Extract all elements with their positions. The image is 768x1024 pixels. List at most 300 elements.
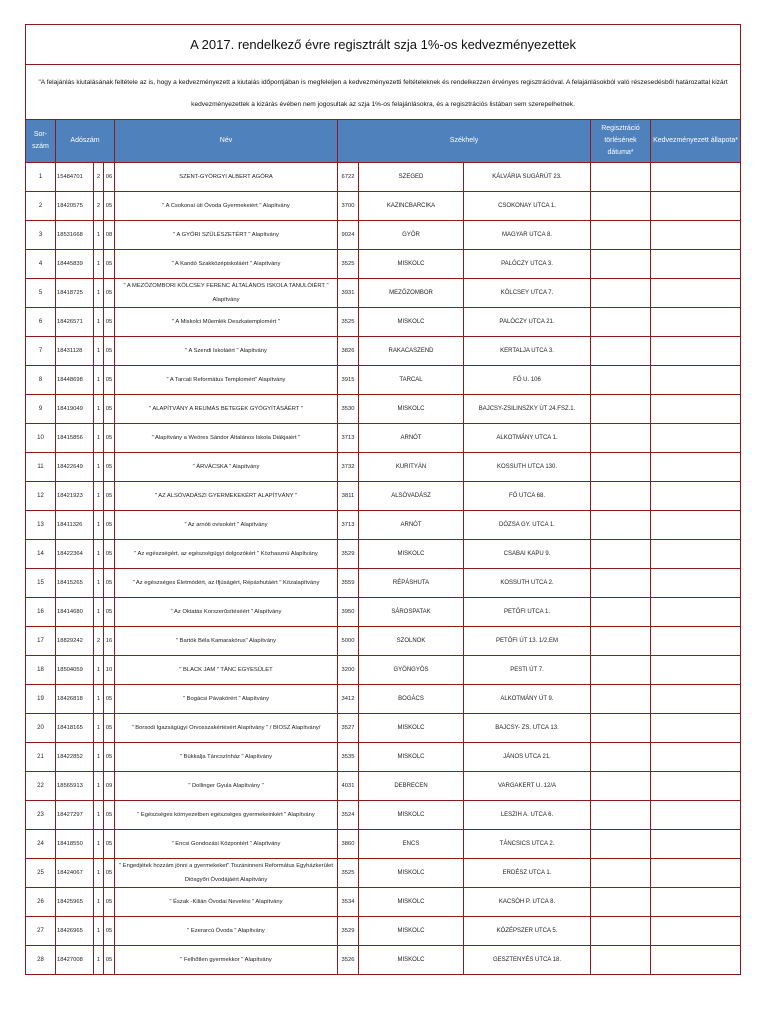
street-address: PALÓCZY UTCA 3. <box>464 250 591 279</box>
city: DEBRECEN <box>359 772 464 801</box>
street-address: TÁNCSICS UTCA 2. <box>464 830 591 859</box>
street-address: ALKOTMÁNY UTCA 1. <box>464 424 591 453</box>
beneficiary-status <box>651 598 741 627</box>
tax-number-part3: 05 <box>104 308 115 337</box>
table-row <box>26 221 741 250</box>
table-row <box>26 163 741 192</box>
city: KAZINCBARCIKA <box>359 192 464 221</box>
table-row <box>26 830 741 859</box>
row-number: 4 <box>26 250 56 279</box>
deletion-date <box>591 308 651 337</box>
postal-code: 3525 <box>338 308 359 337</box>
row-number: 17 <box>26 627 56 656</box>
beneficiary-status <box>651 482 741 511</box>
table-row <box>26 192 741 221</box>
beneficiary-status <box>651 424 741 453</box>
postal-code: 3412 <box>338 685 359 714</box>
beneficiary-status <box>651 569 741 598</box>
street-address: DÓZSA GY. UTCA 1. <box>464 511 591 540</box>
tax-number-part1: 18422649 <box>56 453 94 482</box>
city: MISKOLC <box>359 917 464 946</box>
tax-number-part2: 1 <box>94 917 104 946</box>
street-address: KOSSUTH UTCA 130. <box>464 453 591 482</box>
deletion-date <box>591 279 651 308</box>
beneficiary-name: " ALAPÍTVÁNY A REUMÁS BETEGEK GYÓGYÍTÁSÁÉRT " <box>115 395 338 424</box>
beneficiary-status <box>651 511 741 540</box>
tax-number-part1: 18829242 <box>56 627 94 656</box>
tax-number-part2: 1 <box>94 482 104 511</box>
beneficiary-name: " A Miskolci Műemlék Deszkatemplomért " <box>115 308 338 337</box>
row-number: 8 <box>26 366 56 395</box>
beneficiary-name: " Bükkalja Táncszínház " Alapítvány <box>115 743 338 772</box>
table-body <box>26 163 741 975</box>
header-szekhely: Székhely <box>338 120 591 163</box>
tax-number-part2: 1 <box>94 395 104 424</box>
table-row <box>26 772 741 801</box>
beneficiary-table <box>25 24 741 975</box>
city: GYÖNGYÖS <box>359 656 464 685</box>
city: RÉPÁSHUTA <box>359 569 464 598</box>
header-torles-datuma: Regisztráció törlésének dátuma* <box>591 120 651 163</box>
deletion-date <box>591 569 651 598</box>
tax-number-part1: 18419049 <box>56 395 94 424</box>
table-row <box>26 917 741 946</box>
city: RAKACASZEND <box>359 337 464 366</box>
tax-number-part1: 18418165 <box>56 714 94 743</box>
beneficiary-status <box>651 163 741 192</box>
beneficiary-name: " Ezerarcú Óvoda " Alapítvány <box>115 917 338 946</box>
tax-number-part3: 05 <box>104 250 115 279</box>
row-number: 13 <box>26 511 56 540</box>
table-row <box>26 250 741 279</box>
deletion-date <box>591 482 651 511</box>
table-row <box>26 453 741 482</box>
deletion-date <box>591 366 651 395</box>
postal-code: 3700 <box>338 192 359 221</box>
street-address: KERTALJA UTCA 3. <box>464 337 591 366</box>
tax-number-part2: 1 <box>94 279 104 308</box>
postal-code: 3527 <box>338 714 359 743</box>
city: SÁROSPATAK <box>359 598 464 627</box>
tax-number-part3: 10 <box>104 656 115 685</box>
beneficiary-name: " Bartók Béla Kamarakórus" Alapítvány <box>115 627 338 656</box>
tax-number-part2: 1 <box>94 308 104 337</box>
street-address: VARGAKERT U. 12/A <box>464 772 591 801</box>
beneficiary-name: " Bogácsi Pávakörért " Alapítvány <box>115 685 338 714</box>
city: ARNÓT <box>359 511 464 540</box>
tax-number-part2: 1 <box>94 830 104 859</box>
tax-number-part1: 18427008 <box>56 946 94 975</box>
row-number: 23 <box>26 801 56 830</box>
tax-number-part1: 18421923 <box>56 482 94 511</box>
tax-number-part1: 18504059 <box>56 656 94 685</box>
tax-number-part3: 05 <box>104 366 115 395</box>
street-address: PETŐFI ÚT 13. 1/2.EM <box>464 627 591 656</box>
street-address: FŐ UTCA 68. <box>464 482 591 511</box>
tax-number-part2: 1 <box>94 598 104 627</box>
beneficiary-name: " Az egészséges Életmódért, az Ifjúságért, Répáshutáért " Közalapítvány <box>115 569 338 598</box>
city: MISKOLC <box>359 801 464 830</box>
city: BOGÁCS <box>359 685 464 714</box>
beneficiary-name: " A Tarcali Református Templomért" Alapítvány <box>115 366 338 395</box>
deletion-date <box>591 772 651 801</box>
header-allapot: Kedvezményezett állapota* <box>651 120 741 163</box>
city: ARNÓT <box>359 424 464 453</box>
street-address: MAGYAR UTCA 8. <box>464 221 591 250</box>
beneficiary-status <box>651 772 741 801</box>
eligibility-note: "A felajánlás kiutalásának feltétele az is, hogy a kedvezményezett a kiutalás időpontjában is megfeleljen a kedvezményezetti feltételeknek és rendelkezzen érvényes regisztrációval. A felajánlásokból való részesedésből határozattal kizárt kedvezményezettek a kizárás évében nem jogosultak az szja 1%-os felajánlásokra, és a regisztrációs listában sem szerepelhetnek. <box>26 65 741 120</box>
row-number: 14 <box>26 540 56 569</box>
deletion-date <box>591 453 651 482</box>
row-number: 15 <box>26 569 56 598</box>
table-row <box>26 308 741 337</box>
row-number: 5 <box>26 279 56 308</box>
beneficiary-name: " Engedjétek hozzám jönni a gyermekeket" Tiszáninneni Református Egyházkerület Diósgyőri Óvodájáért Alapítvány <box>115 859 338 888</box>
tax-number-part3: 08 <box>104 221 115 250</box>
tax-number-part1: 18565913 <box>56 772 94 801</box>
row-number: 9 <box>26 395 56 424</box>
beneficiary-name: " Az arnóti ovisokért " Alapítvány <box>115 511 338 540</box>
postal-code: 3931 <box>338 279 359 308</box>
tax-number-part1: 18425965 <box>56 888 94 917</box>
city: MISKOLC <box>359 308 464 337</box>
document-page <box>25 24 740 975</box>
deletion-date <box>591 598 651 627</box>
beneficiary-name: " A Kandó Szakközépiskoláért " Alapítvány <box>115 250 338 279</box>
row-number: 26 <box>26 888 56 917</box>
row-number: 6 <box>26 308 56 337</box>
header-adoszam: Adószám <box>56 120 115 163</box>
beneficiary-status <box>651 830 741 859</box>
tax-number-part1: 18448698 <box>56 366 94 395</box>
row-number: 27 <box>26 917 56 946</box>
tax-number-part1: 18418725 <box>56 279 94 308</box>
deletion-date <box>591 859 651 888</box>
beneficiary-name: " Az egészségért, az egészségügyi dolgozókért " Közhasznú Alapítvány <box>115 540 338 569</box>
postal-code: 3713 <box>338 511 359 540</box>
deletion-date <box>591 830 651 859</box>
tax-number-part3: 05 <box>104 424 115 453</box>
tax-number-part2: 2 <box>94 163 104 192</box>
tax-number-part3: 05 <box>104 917 115 946</box>
postal-code: 3732 <box>338 453 359 482</box>
city: KURITYÁN <box>359 453 464 482</box>
postal-code: 6722 <box>338 163 359 192</box>
street-address: BAJCSY-ZSILINSZKY ÚT 24.FSZ.1. <box>464 395 591 424</box>
deletion-date <box>591 685 651 714</box>
city: ALSÓVADÁSZ <box>359 482 464 511</box>
tax-number-part3: 05 <box>104 598 115 627</box>
row-number: 22 <box>26 772 56 801</box>
tax-number-part3: 16 <box>104 627 115 656</box>
beneficiary-status <box>651 888 741 917</box>
city: ENCS <box>359 830 464 859</box>
street-address: FŐ U. 106 <box>464 366 591 395</box>
table-row <box>26 656 741 685</box>
table-row <box>26 540 741 569</box>
beneficiary-status <box>651 946 741 975</box>
beneficiary-name: SZENT-GYÖRGYI ALBERT AGÓRA <box>115 163 338 192</box>
postal-code: 3713 <box>338 424 359 453</box>
postal-code: 3524 <box>338 801 359 830</box>
street-address: CSOKONAY UTCA 1. <box>464 192 591 221</box>
tax-number-part3: 05 <box>104 743 115 772</box>
tax-number-part2: 1 <box>94 221 104 250</box>
tax-number-part1: 18426818 <box>56 685 94 714</box>
table-row <box>26 714 741 743</box>
city: MISKOLC <box>359 540 464 569</box>
beneficiary-status <box>651 714 741 743</box>
beneficiary-name: " A MEZŐZOMBORI KÖLCSEY FERENC ÁLTALÁNOS ISKOLA TANULÓIÉRT " Alapítvány <box>115 279 338 308</box>
deletion-date <box>591 627 651 656</box>
tax-number-part3: 05 <box>104 540 115 569</box>
tax-number-part1: 18431128 <box>56 337 94 366</box>
deletion-date <box>591 714 651 743</box>
tax-number-part1: 18411326 <box>56 511 94 540</box>
street-address: JÁNOS UTCA 21. <box>464 743 591 772</box>
table-row <box>26 569 741 598</box>
table-row <box>26 598 741 627</box>
beneficiary-name: " AZ ALSÓVADÁSZI GYERMEKEKÉRT ALAPÍTVÁNY " <box>115 482 338 511</box>
tax-number-part2: 1 <box>94 453 104 482</box>
street-address: ALKOTMÁNY ÚT 9. <box>464 685 591 714</box>
tax-number-part2: 1 <box>94 511 104 540</box>
row-number: 28 <box>26 946 56 975</box>
tax-number-part1: 18415265 <box>56 569 94 598</box>
tax-number-part1: 18426965 <box>56 917 94 946</box>
deletion-date <box>591 337 651 366</box>
tax-number-part3: 05 <box>104 859 115 888</box>
city: MISKOLC <box>359 888 464 917</box>
tax-number-part2: 2 <box>94 192 104 221</box>
postal-code: 3529 <box>338 917 359 946</box>
beneficiary-status <box>651 685 741 714</box>
deletion-date <box>591 540 651 569</box>
street-address: ERDÉSZ UTCA 1. <box>464 859 591 888</box>
tax-number-part1: 18422852 <box>56 743 94 772</box>
beneficiary-name: " Dollinger Gyula Alapítvány " <box>115 772 338 801</box>
postal-code: 4031 <box>338 772 359 801</box>
row-number: 21 <box>26 743 56 772</box>
tax-number-part2: 1 <box>94 743 104 772</box>
tax-number-part2: 1 <box>94 685 104 714</box>
street-address: KACSÓH P. UTCA 8. <box>464 888 591 917</box>
tax-number-part3: 05 <box>104 279 115 308</box>
tax-number-part1: 18414680 <box>56 598 94 627</box>
table-row <box>26 685 741 714</box>
beneficiary-status <box>651 192 741 221</box>
postal-code: 3526 <box>338 946 359 975</box>
street-address: BAJCSY- ZS. UTCA 13. <box>464 714 591 743</box>
beneficiary-status <box>651 801 741 830</box>
header-nev: Név <box>115 120 338 163</box>
table-row <box>26 743 741 772</box>
row-number: 16 <box>26 598 56 627</box>
deletion-date <box>591 424 651 453</box>
tax-number-part3: 05 <box>104 946 115 975</box>
city: MISKOLC <box>359 743 464 772</box>
row-number: 19 <box>26 685 56 714</box>
tax-number-part2: 1 <box>94 772 104 801</box>
postal-code: 9024 <box>338 221 359 250</box>
tax-number-part1: 18422364 <box>56 540 94 569</box>
beneficiary-status <box>651 540 741 569</box>
tax-number-part2: 1 <box>94 888 104 917</box>
table-row <box>26 366 741 395</box>
deletion-date <box>591 192 651 221</box>
beneficiary-status <box>651 250 741 279</box>
tax-number-part2: 1 <box>94 569 104 598</box>
table-row <box>26 337 741 366</box>
tax-number-part1: 18531668 <box>56 221 94 250</box>
row-number: 20 <box>26 714 56 743</box>
tax-number-part3: 06 <box>104 163 115 192</box>
tax-number-part3: 05 <box>104 801 115 830</box>
deletion-date <box>591 656 651 685</box>
tax-number-part3: 05 <box>104 337 115 366</box>
city: SZOLNOK <box>359 627 464 656</box>
postal-code: 3525 <box>338 859 359 888</box>
row-number: 10 <box>26 424 56 453</box>
city: SZEGED <box>359 163 464 192</box>
beneficiary-name: " A GYŐRI SZÜLÉSZETÉRT " Alapítvány <box>115 221 338 250</box>
beneficiary-status <box>651 395 741 424</box>
table-header-row <box>26 120 741 163</box>
postal-code: 3915 <box>338 366 359 395</box>
row-number: 7 <box>26 337 56 366</box>
tax-number-part2: 1 <box>94 250 104 279</box>
table-row <box>26 482 741 511</box>
beneficiary-status <box>651 917 741 946</box>
table-row <box>26 859 741 888</box>
tax-number-part1: 18424067 <box>56 859 94 888</box>
row-number: 12 <box>26 482 56 511</box>
tax-number-part3: 05 <box>104 714 115 743</box>
tax-number-part3: 05 <box>104 830 115 859</box>
beneficiary-name: " A Szendi Iskoláért " Alapítvány <box>115 337 338 366</box>
beneficiary-name: " Encsi Gondozási Központért " Alapítvány <box>115 830 338 859</box>
beneficiary-status <box>651 627 741 656</box>
deletion-date <box>591 163 651 192</box>
tax-number-part3: 09 <box>104 772 115 801</box>
postal-code: 3826 <box>338 337 359 366</box>
header-sorszam: Sor-szám <box>26 120 56 163</box>
tax-number-part3: 05 <box>104 395 115 424</box>
row-number: 3 <box>26 221 56 250</box>
tax-number-part1: 18418550 <box>56 830 94 859</box>
tax-number-part3: 05 <box>104 453 115 482</box>
tax-number-part1: 15484701 <box>56 163 94 192</box>
city: MISKOLC <box>359 395 464 424</box>
street-address: KÖZÉPSZER UTCA 5. <box>464 917 591 946</box>
deletion-date <box>591 395 651 424</box>
beneficiary-name: " BLACK JAM " TÁNC EGYESÜLET <box>115 656 338 685</box>
street-address: KÖLCSEY UTCA 7. <box>464 279 591 308</box>
beneficiary-name: " Borsodi Igazságügyi Orvosszakértésért Alapítvány " / BIOSZ Alapítvány/ <box>115 714 338 743</box>
row-number: 2 <box>26 192 56 221</box>
city: MISKOLC <box>359 250 464 279</box>
row-number: 1 <box>26 163 56 192</box>
beneficiary-name: " Észak -Kilián Óvodai Nevelési " Alapítvány <box>115 888 338 917</box>
tax-number-part2: 1 <box>94 337 104 366</box>
beneficiary-name: " Egészséges környezetben egészséges gyermekeinkért " Alapítvány <box>115 801 338 830</box>
deletion-date <box>591 221 651 250</box>
row-number: 18 <box>26 656 56 685</box>
row-number: 25 <box>26 859 56 888</box>
tax-number-part1: 18445839 <box>56 250 94 279</box>
postal-code: 3534 <box>338 888 359 917</box>
deletion-date <box>591 801 651 830</box>
beneficiary-name: " A Csokonai úti Óvoda Gyermekeiért " Alapítvány <box>115 192 338 221</box>
tax-number-part1: 18415856 <box>56 424 94 453</box>
table-row <box>26 801 741 830</box>
tax-number-part2: 2 <box>94 627 104 656</box>
beneficiary-status <box>651 453 741 482</box>
deletion-date <box>591 743 651 772</box>
beneficiary-status <box>651 308 741 337</box>
tax-number-part3: 05 <box>104 569 115 598</box>
tax-number-part2: 1 <box>94 656 104 685</box>
tax-number-part2: 1 <box>94 801 104 830</box>
beneficiary-status <box>651 859 741 888</box>
street-address: PESTI ÚT 7. <box>464 656 591 685</box>
postal-code: 3530 <box>338 395 359 424</box>
postal-code: 3950 <box>338 598 359 627</box>
row-number: 24 <box>26 830 56 859</box>
tax-number-part2: 1 <box>94 540 104 569</box>
deletion-date <box>591 888 651 917</box>
postal-code: 3529 <box>338 540 359 569</box>
street-address: PALÓCZY UTCA 21. <box>464 308 591 337</box>
table-row <box>26 511 741 540</box>
street-address: KÁLVÁRIA SUGÁRÚT 23. <box>464 163 591 192</box>
postal-code: 5000 <box>338 627 359 656</box>
deletion-date <box>591 946 651 975</box>
beneficiary-status <box>651 337 741 366</box>
postal-code: 3525 <box>338 250 359 279</box>
row-number: 11 <box>26 453 56 482</box>
tax-number-part3: 05 <box>104 511 115 540</box>
street-address: LESZIH A. UTCA 6. <box>464 801 591 830</box>
tax-number-part2: 1 <box>94 946 104 975</box>
postal-code: 3860 <box>338 830 359 859</box>
tax-number-part3: 05 <box>104 482 115 511</box>
table-row <box>26 395 741 424</box>
tax-number-part3: 05 <box>104 192 115 221</box>
street-address: KOSSUTH UTCA 2. <box>464 569 591 598</box>
beneficiary-name: " ÁRVÁCSKA " Alapítvány <box>115 453 338 482</box>
table-row <box>26 279 741 308</box>
beneficiary-name: " Felhőtlen gyermekkor " Alapítvány <box>115 946 338 975</box>
tax-number-part2: 1 <box>94 714 104 743</box>
table-row <box>26 424 741 453</box>
beneficiary-status <box>651 656 741 685</box>
tax-number-part3: 05 <box>104 888 115 917</box>
street-address: CSABAI KAPU 9. <box>464 540 591 569</box>
page-title: A 2017. rendelkező évre regisztrált szja 1%-os kedvezményezettek <box>26 25 741 65</box>
city: MEZŐZOMBOR <box>359 279 464 308</box>
tax-number-part1: 18420575 <box>56 192 94 221</box>
beneficiary-status <box>651 743 741 772</box>
deletion-date <box>591 511 651 540</box>
table-row <box>26 888 741 917</box>
beneficiary-status <box>651 366 741 395</box>
tax-number-part2: 1 <box>94 424 104 453</box>
tax-number-part1: 18426571 <box>56 308 94 337</box>
postal-code: 3535 <box>338 743 359 772</box>
tax-number-part2: 1 <box>94 366 104 395</box>
tax-number-part3: 05 <box>104 685 115 714</box>
